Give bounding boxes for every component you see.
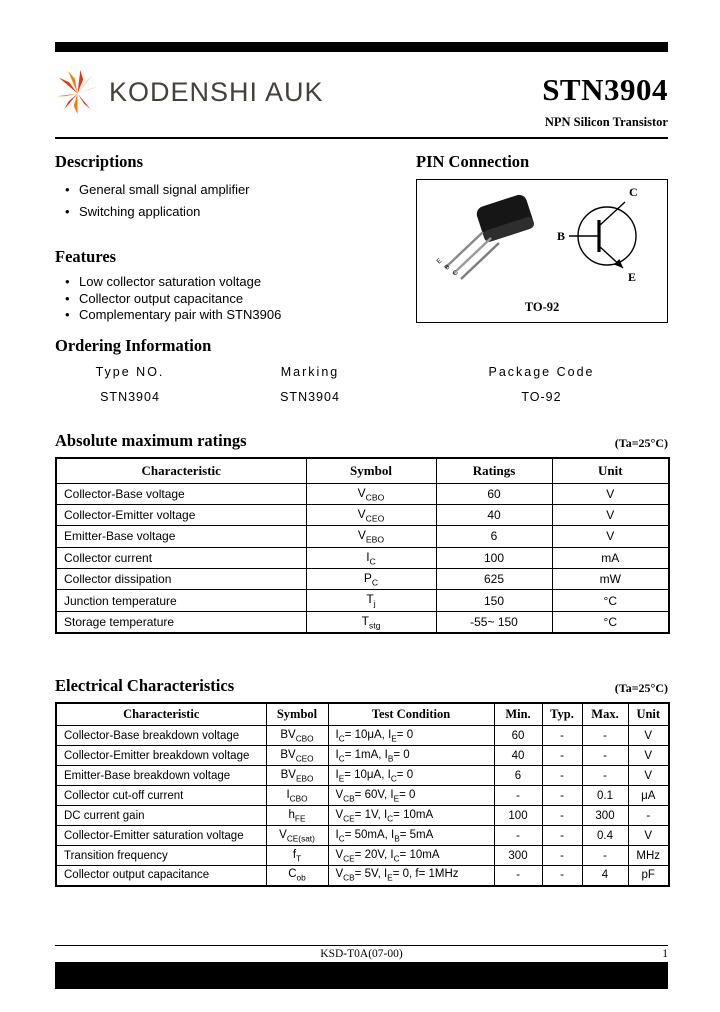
unit-cell: °C [552,611,669,633]
unit-cell: V [552,526,669,547]
table-row [56,590,669,611]
collector-lead-line [599,202,625,226]
ordering-table [55,365,668,404]
elec-header-typ: Typ. [542,703,582,726]
condition-cell: $V_{CB}= 5V$, $I_E= 0$, f= 1MHz [328,866,494,886]
description-item: • General small signal amplifier [65,179,395,201]
lead-label-b: B [443,263,452,272]
feature-item: • Collector output capacitance [65,291,395,308]
pin-connection-diagram [417,180,665,298]
unit-cell: μA [628,786,669,806]
table-row [56,483,669,504]
symbol-cell: $BV_{CBO}$ [266,726,328,746]
elec-header-symbol: Symbol [266,703,328,726]
typ-cell: - [542,846,582,866]
descriptions-list [55,179,395,223]
ordering-header-marking: Marking [280,364,340,379]
min-cell: - [494,866,542,886]
descriptions-heading: Descriptions [55,152,143,171]
symbol-cell: $V_{CBO}$ [306,483,436,504]
pin-connection-box [416,179,668,323]
lead-label-e: E [435,257,444,266]
table-row [56,504,669,525]
abs-condition: (Ta=25°C) [614,435,668,450]
symbol-cell: $V_{CEO}$ [306,504,436,525]
characteristic-cell: Collector-Emitter voltage [56,504,306,525]
min-cell: 60 [494,726,542,746]
abs-heading-row [55,431,668,451]
ordering-value-type: STN3904 [100,389,160,404]
characteristic-cell: Junction temperature [56,590,306,611]
pin-label-emitter: E [628,270,637,284]
min-cell: 100 [494,806,542,826]
ordering-information-section [55,336,668,404]
features-block [55,247,395,324]
rating-cell: 625 [436,569,552,590]
bottom-rule-bar [55,962,668,989]
unit-cell: V [628,726,669,746]
title-block [542,70,668,130]
table-row [56,746,669,766]
typ-cell: - [542,726,582,746]
min-cell: 300 [494,846,542,866]
characteristic-cell: Collector output capacitance [56,866,266,886]
symbol-cell: $T_{stg}$ [306,611,436,633]
brand-logo [55,70,324,115]
typ-cell: - [542,866,582,886]
typ-cell: - [542,746,582,766]
condition-cell: $V_{CB}= 60V$, $I_E= 0$ [328,786,494,806]
max-cell: 0.4 [582,826,628,846]
typ-cell: - [542,766,582,786]
symbol-cell: $P_C$ [306,569,436,590]
characteristic-cell: Transition frequency [56,846,266,866]
top-rule-bar [55,42,668,52]
condition-cell: $V_{CE}= 1V$, $I_C= 10mA$ [328,806,494,826]
condition-cell: $I_C= 1mA$, $I_B= 0$ [328,746,494,766]
ordering-col-type [55,365,205,404]
unit-cell: °C [552,590,669,611]
part-number: STN3904 [542,72,668,107]
table-row [56,569,669,590]
ordering-heading: Ordering Information [55,335,212,355]
condition-cell: $I_E= 10\mu A$, $I_C= 0$ [328,766,494,786]
intro-left-column [55,152,395,324]
symbol-cell: $BV_{EBO}$ [266,766,328,786]
symbol-cell: $f_T$ [266,846,328,866]
min-cell: 6 [494,766,542,786]
features-heading: Features [55,247,117,266]
symbol-cell: $I_C$ [306,547,436,568]
symbol-cell: $T_j$ [306,590,436,611]
ordering-value-marking: STN3904 [280,389,340,404]
elec-condition: (Ta=25°C) [614,681,668,696]
rating-cell: -55~ 150 [436,611,552,633]
unit-cell: V [628,826,669,846]
table-row [56,846,669,866]
table-row [56,526,669,547]
typ-cell: - [542,806,582,826]
page-content [55,0,668,887]
unit-cell: mW [552,569,669,590]
symbol-cell: $I_{CBO}$ [266,786,328,806]
abs-header-symbol: Symbol [306,458,436,484]
elec-header-min: Min. [494,703,542,726]
feature-item: • Complementary pair with STN3906 [65,307,395,324]
abs-header-ratings: Ratings [436,458,552,484]
table-row [56,866,669,886]
characteristic-cell: Emitter-Base voltage [56,526,306,547]
rating-cell: 40 [436,504,552,525]
max-cell: 300 [582,806,628,826]
electrical-characteristics-table [55,702,670,887]
abs-header-unit: Unit [552,458,669,484]
elec-header-unit: Unit [628,703,669,726]
typ-cell: - [542,826,582,846]
condition-cell: $V_{CE}= 20V$, $I_C= 10mA$ [328,846,494,866]
rating-cell: 150 [436,590,552,611]
typ-cell: - [542,786,582,806]
ordering-value-package: TO-92 [521,389,562,404]
characteristic-cell: Collector-Emitter saturation voltage [56,826,266,846]
elec-heading-row [55,676,668,696]
ordering-header-package: Package Code [488,364,595,379]
unit-cell: - [628,806,669,826]
characteristic-cell: Collector dissipation [56,569,306,590]
document-code: KSD-T0A(07-00) [320,948,403,960]
unit-cell: V [552,504,669,525]
part-subtitle: NPN Silicon Transistor [544,115,668,129]
starburst-logo-icon [55,70,100,115]
pin-connection-heading: PIN Connection [416,152,530,171]
min-cell: - [494,826,542,846]
max-cell: 0.1 [582,786,628,806]
max-cell: - [582,766,628,786]
characteristic-cell: Storage temperature [56,611,306,633]
unit-cell: V [628,746,669,766]
pin-label-collector: C [629,185,638,199]
symbol-cell: $V_{EBO}$ [306,526,436,547]
absolute-maximum-ratings-section [55,431,668,635]
characteristic-cell: Collector-Emitter breakdown voltage [56,746,266,766]
max-cell: - [582,726,628,746]
ordering-header-type: Type NO. [95,364,165,379]
unit-cell: MHz [628,846,669,866]
abs-heading: Absolute maximum ratings [55,430,247,450]
max-cell: - [582,846,628,866]
unit-cell: mA [552,547,669,568]
features-list [55,274,395,324]
table-row [56,826,669,846]
condition-cell: $I_C= 50mA$, $I_B= 5mA$ [328,826,494,846]
rating-cell: 100 [436,547,552,568]
symbol-cell: $h_{FE}$ [266,806,328,826]
abs-header-characteristic: Characteristic [56,458,306,484]
brand-wordmark: KODENSHI AUK [109,77,324,107]
characteristic-cell: Collector current [56,547,306,568]
condition-cell: $I_C= 10\mu A$, $I_E= 0$ [328,726,494,746]
characteristic-cell: Collector-Base breakdown voltage [56,726,266,746]
characteristic-cell: DC current gain [56,806,266,826]
pin-connection-column [416,152,668,324]
characteristic-cell: Emitter-Base breakdown voltage [56,766,266,786]
table-row [56,766,669,786]
rating-cell: 6 [436,526,552,547]
symbol-cell: $V_{CE(sat)}$ [266,826,328,846]
unit-cell: V [552,483,669,504]
elec-header-characteristic: Characteristic [56,703,266,726]
table-row [56,547,669,568]
footer-text-row [55,946,668,961]
max-cell: - [582,746,628,766]
pin-label-base: B [556,229,565,243]
unit-cell: V [628,766,669,786]
header-divider [55,137,668,139]
min-cell: - [494,786,542,806]
page-footer [55,945,668,989]
unit-cell: pF [628,866,669,886]
elec-header-max: Max. [582,703,628,726]
max-cell: 4 [582,866,628,886]
page-number: 1 [662,948,668,960]
description-item: • Switching application [65,201,395,223]
symbol-cell: $BV_{CEO}$ [266,746,328,766]
table-row [56,806,669,826]
lead-label-c: C [451,269,460,278]
min-cell: 40 [494,746,542,766]
elec-heading: Electrical Characteristics [55,676,235,696]
ordering-col-package [415,365,668,404]
to92-package-drawing [475,193,536,243]
table-header-row [56,703,669,726]
table-header-row [56,458,669,484]
feature-item: • Low collector saturation voltage [65,274,395,291]
table-row [56,786,669,806]
elec-header-condition: Test Condition [328,703,494,726]
ordering-col-marking [205,365,415,404]
characteristic-cell: Collector-Base voltage [56,483,306,504]
rating-cell: 60 [436,483,552,504]
characteristic-cell: Collector cut-off current [56,786,266,806]
table-row [56,611,669,633]
abs-max-table [55,457,670,635]
intro-columns [55,152,668,324]
table-row [56,726,669,746]
symbol-cell: $C_{ob}$ [266,866,328,886]
page-header [55,70,668,130]
electrical-characteristics-section [55,676,668,887]
package-name-label: TO-92 [524,300,560,314]
